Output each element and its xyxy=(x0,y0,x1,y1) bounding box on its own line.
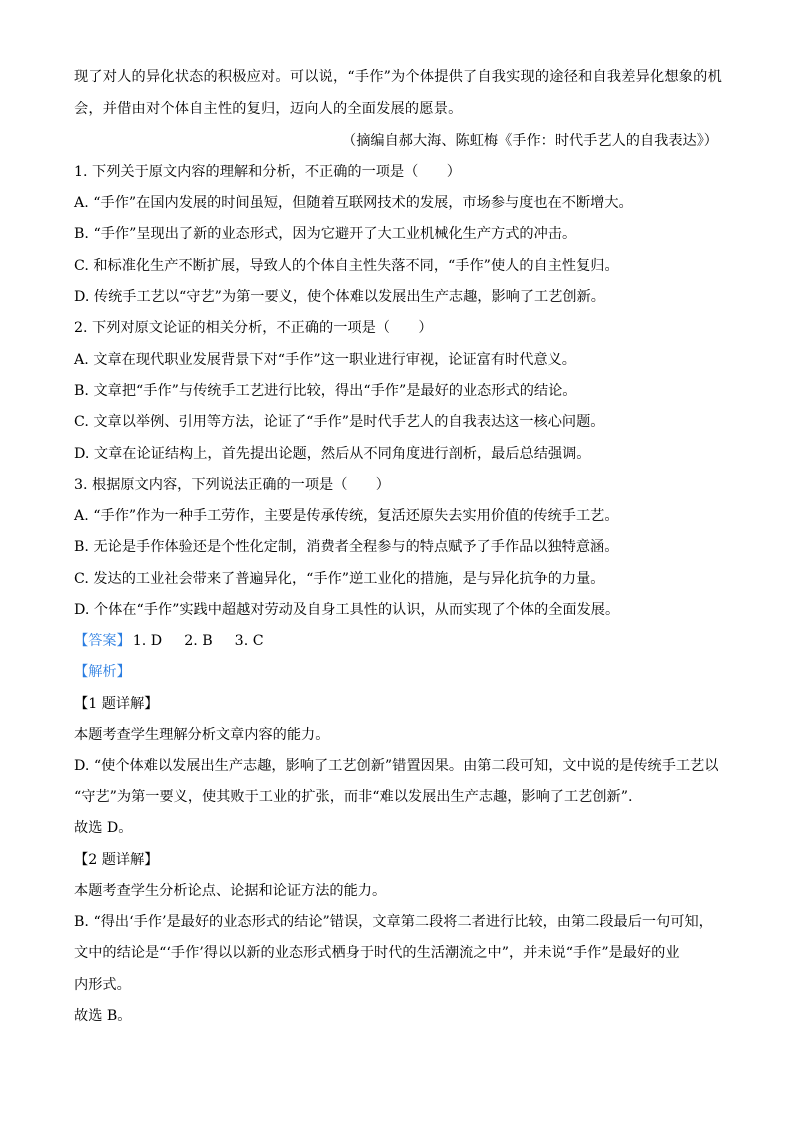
detail-1-explanation-2: “守艺”为第一要义，使其败于工业的扩张，而非“难以发展出生产志趣，影响了工艺创新”. xyxy=(74,789,633,805)
question-3-option-d: D. 个体在“手作”实践中超越对劳动及自身工具性的认识，从而实现了个体的全面发展。 xyxy=(74,602,620,618)
question-1-option-d: D. 传统手工艺以“守艺”为第一要义，使个体难以发展出生产志趣，影响了工艺创新。 xyxy=(74,289,605,305)
detail-1-conclusion: 故选 D。 xyxy=(74,820,133,836)
intro-line-2: 会，并借由对个体自主性的复归，迈向人的全面发展的愿景。 xyxy=(74,101,463,117)
question-3-stem: 3. 根据原文内容，下列说法正确的一项是（ ） xyxy=(74,477,390,493)
detail-2-heading: 【2 题详解】 xyxy=(74,852,159,868)
source-citation: （摘编自郝大海、陈虹梅《手作：时代手艺人的自我表达》） xyxy=(342,133,718,149)
answer-tag: 【答案】 xyxy=(74,633,131,649)
detail-2-explanation-3: 内形式。 xyxy=(74,977,131,993)
detail-2-conclusion: 故选 B。 xyxy=(74,1008,132,1024)
question-2-option-b: B. 文章把“手作”与传统手工艺进行比较，得出“手作”是最好的业态形式的结论。 xyxy=(74,383,577,399)
question-1-option-b: B. “手作”呈现出了新的业态形式，因为它避开了大工业机械化生产方式的冲击。 xyxy=(74,226,577,242)
detail-2-intro: 本题考查学生分析论点、论据和论证方法的能力。 xyxy=(74,883,387,899)
intro-line-1: 现了对人的异化状态的积极应对。可以说，“手作”为个体提供了自我实现的途径和自我差异化想象的机 xyxy=(74,69,722,85)
question-2-option-a: A. 文章在现代职业发展背景下对“手作”这一职业进行审视，论证富有时代意义。 xyxy=(74,352,576,368)
detail-1-heading: 【1 题详解】 xyxy=(74,696,159,712)
answer-line xyxy=(74,631,264,651)
question-1-stem: 1. 下列关于原文内容的理解和分析，不正确的一项是（ ） xyxy=(74,164,461,180)
detail-2-explanation-2: 文中的结论是“‘手作’得以以新的业态形式栖身于时代的生活潮流之中”，并未说“手作”是最好的业 xyxy=(74,945,680,961)
question-3-option-a: A. “手作”作为一种手工劳作，主要是传承传统，复活还原失去实用价值的传统手工艺。 xyxy=(74,508,619,524)
answer-1: 1. D xyxy=(132,633,163,649)
question-3-option-b: B. 无论是手作体验还是个性化定制，消费者全程参与的特点赋予了手作品以独特意涵。 xyxy=(74,539,619,555)
question-2-stem: 2. 下列对原文论证的相关分析，不正确的一项是（ ） xyxy=(74,320,433,336)
question-1-option-a: A. “手作”在国内发展的时间虽短，但随着互联网技术的发展，市场参与度也在不断增大。 xyxy=(74,195,633,211)
detail-1-explanation-1: D. “使个体难以发展出生产志趣，影响了工艺创新”错置因果。由第二段可知，文中说的是传统手工艺以 xyxy=(74,758,719,774)
question-2-option-d: D. 文章在论证结构上，首先提出论题，然后从不同角度进行剖析，最后总结强调。 xyxy=(74,446,591,462)
detail-2-explanation-1: B. “得出‘手作’是最好的业态形式的结论”错误，文章第二段将二者进行比较，由第二段最后一句可知， xyxy=(74,914,713,930)
analysis-tag: 【解析】 xyxy=(74,664,131,680)
question-2-option-c: C. 文章以举例、引用等方法，论证了“手作”是时代手艺人的自我表达这一核心问题。 xyxy=(74,414,605,430)
question-1-option-c: C. 和标准化生产不断扩展，导致人的个体自主性失落不同，“手作”使人的自主性复归。 xyxy=(74,258,619,274)
answer-2: 2. B xyxy=(184,633,213,649)
question-3-option-c: C. 发达的工业社会带来了普遍异化，“手作”逆工业化的措施，是与异化抗争的力量。 xyxy=(74,571,605,587)
detail-1-intro: 本题考查学生理解分析文章内容的能力。 xyxy=(74,727,330,743)
answer-3: 3. C xyxy=(234,633,264,649)
